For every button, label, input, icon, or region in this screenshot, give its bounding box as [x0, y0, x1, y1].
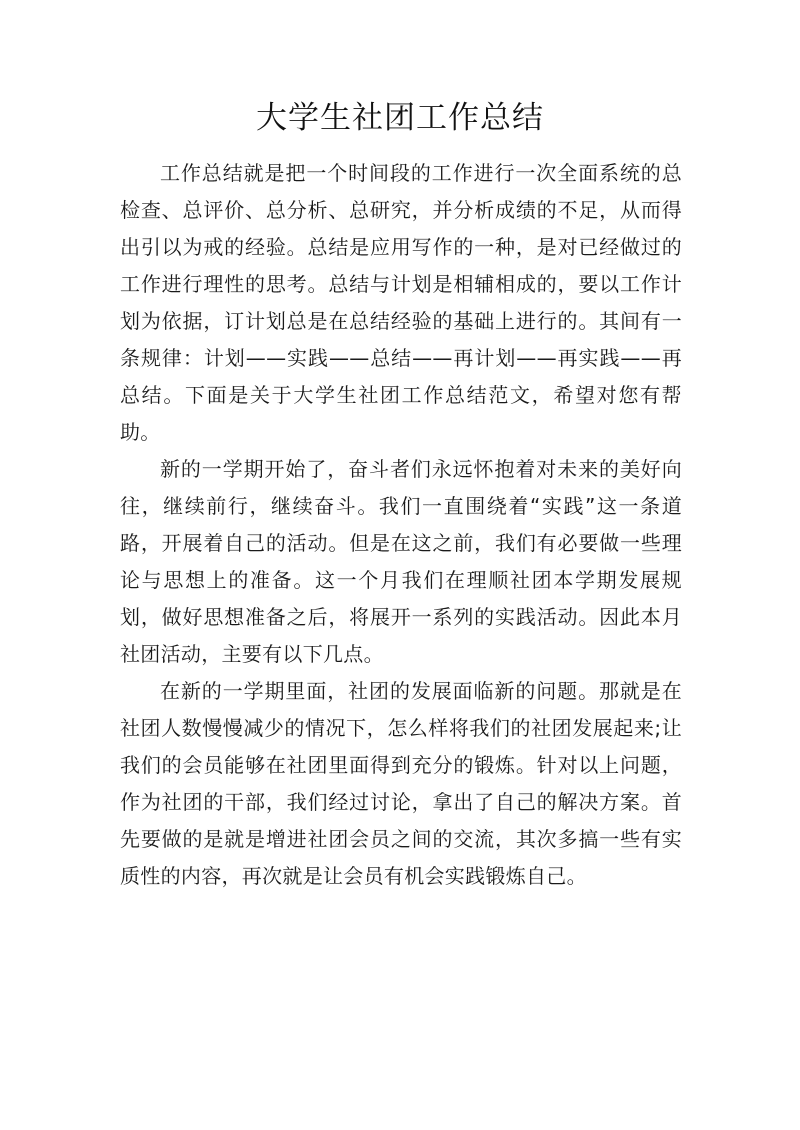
paragraph-problems: 在新的一学期里面，社团的发展面临新的问题。那就是在社团人数慢慢减少的情况下，怎么样将我们的社团发展起来;让我们的会员能够在社团里面得到充分的锻炼。针对以上问题，作为社团的干部，我们经过讨论，拿出了自己的解决方案。首先要做的是就是增进社团会员之间的交流，其次多搞一些有实质性的内容，再次就是让会员有机会实践锻炼自己。	[120, 679, 682, 888]
document-title: 大学生社团工作总结	[256, 100, 544, 136]
paragraph-new-semester: 新的一学期开始了，奋斗者们永远怀抱着对未来的美好向往，继续前行，继续奋斗。我们一直围绕着“实践”这一条道路，开展着自己的活动。但是在这之前，我们有必要做一些理论与思想上的准备。这一个月我们在理顺社团本学期发展规划，做好思想准备之后，将展开一系列的实践活动。因此本月社团活动，主要有以下几点。	[120, 457, 682, 666]
paragraph-intro: 工作总结就是把一个时间段的工作进行一次全面系统的总检查、总评价、总分析、总研究，并分析成绩的不足，从而得出引以为戒的经验。总结是应用写作的一种，是对已经做过的工作进行理性的思考。总结与计划是相辅相成的，要以工作计划为依据，订计划总是在总结经验的基础上进行的。其间有一条规律：计划——实践——总结——再计划——再实践——再总结。下面是关于大学生社团工作总结范文，希望对您有帮助。	[120, 161, 682, 444]
document-body	[120, 155, 682, 895]
